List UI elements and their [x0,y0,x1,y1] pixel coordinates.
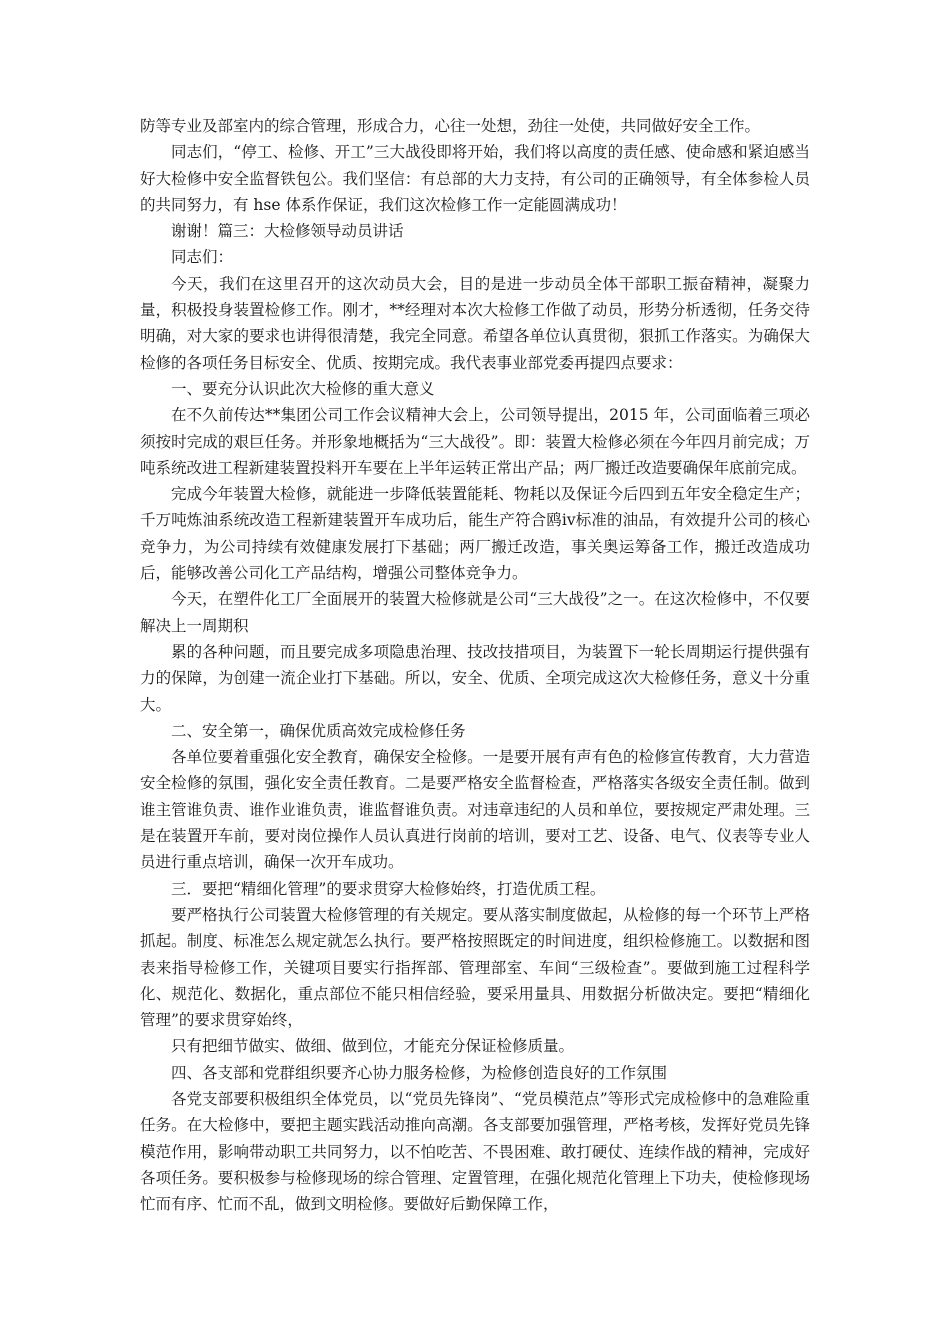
paragraph-9: 今天，在塑件化工厂全面展开的装置大检修就是公司“三大战役”之一。在这次检修中，不仅要解决上一周期积 [140,590,810,635]
paragraph-5: 今天，我们在这里召开的这次动员大会，目的是进一步动员全体干部职工振奋精神，凝聚力量，积极投身装置检修工作。刚才，**经理对本次大检修工作做了动员，形势分析透彻，任务交待明确，对大家的要求也讲得很清楚，我完全同意。希望各单位认真贯彻，狠抓工作落实。为确保大检修的各项任务目标安全、优质、按期完成。我代表事业部党委再提四点要求： [140,274,810,372]
paragraph-7: 在不久前传达**集团公司工作会议精神大会上，公司领导提出，2015 年，公司面临着三项必须按时完成的艰巨任务。并形象地概括为“三大战役”。即：装置大检修必须在今年四月前完成；万吨系统改进工程新建装置投料开车要在上半年运转正常出产品；两厂搬迁改造要确保年底前完成。 [140,406,810,477]
paragraph-8: 完成今年装置大检修，就能进一步降低装置能耗、物耗以及保证今后四到五年安全稳定生产；千万吨炼油系统改造工程新建装置开车成功后，能生产符合鸥ⅳ标准的油品，有效提升公司的核心竞争力，为公司持续有效健康发展打下基础；两厂搬迁改造，事关奥运筹备工作，搬迁改造成功后，能够改善公司化工产品结构，增强公司整体竞争力。 [140,485,810,583]
paragraph-1: 防等专业及部室内的综合管理，形成合力，心往一处想，劲往一处使，共同做好安全工作。 [140,117,761,135]
document-body [140,113,810,1217]
section-heading-4: 四、各支部和党群组织要齐心协力服务检修，为检修创造良好的工作氛围 [171,1063,668,1082]
paragraph-10: 累的各种问题，而且要完成多项隐患治理、技改技措项目，为装置下一轮长周期运行提供强有力的保障，为创建一流企业打下基础。所以，安全、优质、全项完成这次大检修任务，意义十分重大。 [140,642,810,714]
section-heading-3: 三．要把“精细化管理”的要求贯穿大检修始终，打造优质工程。 [171,879,606,898]
paragraph-4: 同志们： [171,248,234,267]
paragraph-3: 谢谢！篇三：大检修领导动员讲话 [171,222,404,241]
paragraph-14: 要严格执行公司装置大检修管理的有关规定。要从落实制度做起，从检修的每一个环节上严格抓起。制度、标准怎么规定就怎么执行。要严格按照既定的时间进度，组织检修施工。以数据和图表来指导检修工作，关键项目要实行指挥部、管理部室、车间“三级检查”。要做到施工过程科学化、规范化、数据化，重点部位不能只相信经验，要采用量具、用数据分析做决定。要把“精细化管理”的要求贯穿始终， [140,905,810,1030]
paragraph-2: 同志们，“停工、检修、开工”三大战役即将开始，我们将以高度的责任感、使命感和紧迫感当好大检修中安全监督铁包公。我们坚信：有总部的大力支持，有公司的正确领导，有全体参检人员的共同努力，有 hse 体系作保证，我们这次检修工作一定能圆满成功！ [140,143,810,214]
paragraph-12: 各单位要着重强化安全教育，确保安全检修。一是要开展有声有色的检修宣传教育，大力营造安全检修的氛围，强化安全责任教育。二是要严格安全监督检查，严格落实各级安全责任制。做到谁主管谁负责、谁作业谁负责，谁监督谁负责。对违章违纪的人员和单位，要按规定严肃处理。三是在装置开车前，要对岗位操作人员认真进行岗前的培训，要对工艺、设备、电气、仪表等专业人员进行重点培训，确保一次开车成功。 [140,748,810,872]
section-heading-2: 二、安全第一，确保优质高效完成检修任务 [171,721,466,740]
paragraph-17: 各党支部要积极组织全体党员，以“党员先锋岗”、“党员模范点”等形式完成检修中的急难险重任务。在大检修中，要把主题实践活动推向高潮。各支部要加强管理，严格考核，发挥好党员先锋模范作用，影响带动职工共同努力，以不怕吃苦、不畏困难、敢打硬仗、连续作战的精神，完成好各项任务。要积极参与检修现场的综合管理、定置管理，在强化规范化管理上下功夫，使检修现场忙而有序、忙而不乱，做到文明检修。要做好后勤保障工作， [140,1089,810,1214]
section-heading-1: 一、要充分认识此次大检修的重大意义 [171,379,435,398]
paragraph-15: 只有把细节做实、做细、做到位，才能充分保证检修质量。 [171,1037,575,1056]
